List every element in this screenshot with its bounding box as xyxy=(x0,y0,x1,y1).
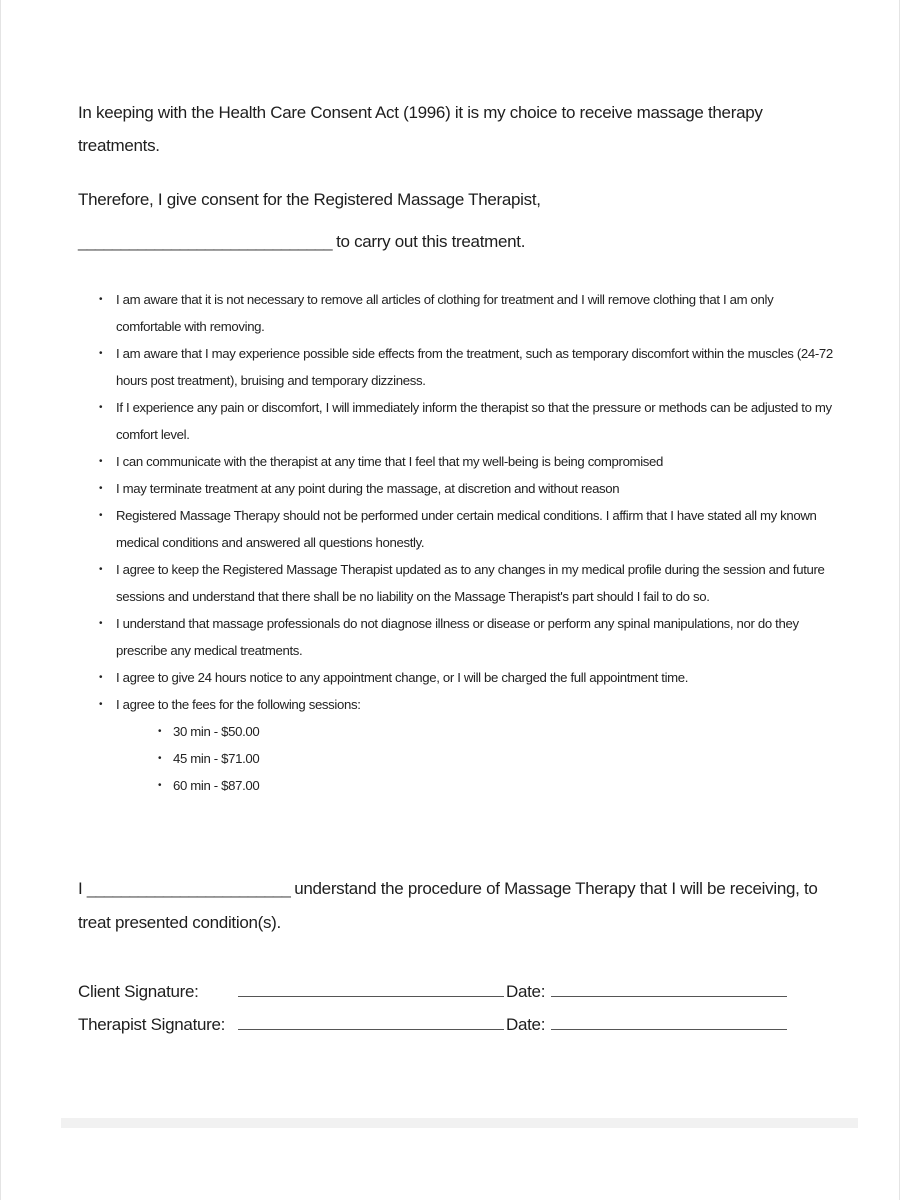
therapist-signature-field[interactable] xyxy=(238,1015,504,1030)
list-item: • I am aware that I may experience possible side effects from the treatment, such as temporary discomfort within the muscles (24-72 hours post treatment), bruising and temporary dizziness. xyxy=(99,340,834,394)
fee-item: • 30 min - $50.00 xyxy=(116,718,834,745)
bullet-icon: • xyxy=(99,699,103,710)
intro-line-1: In keeping with the Health Care Consent Act (1996) it is my choice to receive massage therapy xyxy=(78,103,763,122)
bullet-icon: • xyxy=(99,294,103,305)
understand-text: understand the procedure of Massage Therapy that I will be receiving, to treat presented condition(s). xyxy=(78,879,818,932)
consent-terms-list xyxy=(99,286,834,799)
therapist-date-field[interactable] xyxy=(551,1015,787,1030)
bullet-icon: • xyxy=(99,456,103,467)
understand-paragraph xyxy=(78,872,828,940)
therapist-name-blank[interactable]: ______________________________ xyxy=(78,232,332,251)
bullet-icon: • xyxy=(158,780,162,791)
bullet-icon: • xyxy=(158,726,162,737)
fee-item: • 45 min - $71.00 xyxy=(116,745,834,772)
consent-line-1: Therefore, I give consent for the Registered Massage Therapist, xyxy=(78,190,541,209)
therapist-date-label: Date: xyxy=(506,1015,546,1034)
list-item: • I understand that massage professionals do not diagnose illness or disease or perform any spinal manipulations, nor do they prescribe any medical treatments. xyxy=(99,610,834,664)
consent-line-2-text: to carry out this treatment. xyxy=(331,232,526,251)
bullet-icon: • xyxy=(99,672,103,683)
page-bottom-divider xyxy=(61,1118,858,1128)
client-signature-field[interactable] xyxy=(238,982,504,997)
consent-line-2 xyxy=(78,228,818,256)
intro-line-2: treatments. xyxy=(78,136,160,155)
bullet-icon: • xyxy=(99,510,103,521)
client-date-field[interactable] xyxy=(551,982,787,997)
list-item: • I agree to the fees for the following sessions: • 30 min - $50.00 • 45 min - $71.00 • 60 min - $87.00 xyxy=(99,691,834,799)
bullet-icon: • xyxy=(99,483,103,494)
bullet-icon: • xyxy=(99,564,103,575)
fees-list xyxy=(116,718,834,799)
client-date-label: Date: xyxy=(506,982,546,1001)
client-signature-row xyxy=(78,982,838,1002)
bullet-icon: • xyxy=(99,348,103,359)
fee-item: • 60 min - $87.00 xyxy=(116,772,834,799)
bullet-icon: • xyxy=(158,753,162,764)
intro-paragraph xyxy=(78,96,818,162)
list-item: • Registered Massage Therapy should not be performed under certain medical conditions. I affirm that I have stated all my known medical conditions and answered all questions honestly. xyxy=(99,502,834,556)
understand-prefix: I xyxy=(78,879,87,898)
list-item: • I agree to keep the Registered Massage Therapist updated as to any changes in my medical profile during the session and future sessions and understand that there shall be no liability on the Massage Therapist's part should I fail to do so. xyxy=(99,556,834,610)
list-item: • I may terminate treatment at any point during the massage, at discretion and without reason xyxy=(99,475,834,502)
therapist-signature-row xyxy=(78,1015,838,1035)
client-name-blank[interactable]: ________________________ xyxy=(86,879,290,898)
list-item: • I am aware that it is not necessary to remove all articles of clothing for treatment and I will remove clothing that I am only comfortable with removing. xyxy=(99,286,834,340)
bullet-icon: • xyxy=(99,618,103,629)
therapist-signature-label: Therapist Signature: xyxy=(78,1015,226,1034)
list-item: • If I experience any pain or discomfort, I will immediately inform the therapist so that the pressure or methods can be adjusted to my comfort level. xyxy=(99,394,834,448)
bullet-icon: • xyxy=(99,402,103,413)
list-item: • I can communicate with the therapist at any time that I feel that my well-being is being compromised xyxy=(99,448,834,475)
client-signature-label: Client Signature: xyxy=(78,982,199,1001)
list-item: • I agree to give 24 hours notice to any appointment change, or I will be charged the full appointment time. xyxy=(99,664,834,691)
